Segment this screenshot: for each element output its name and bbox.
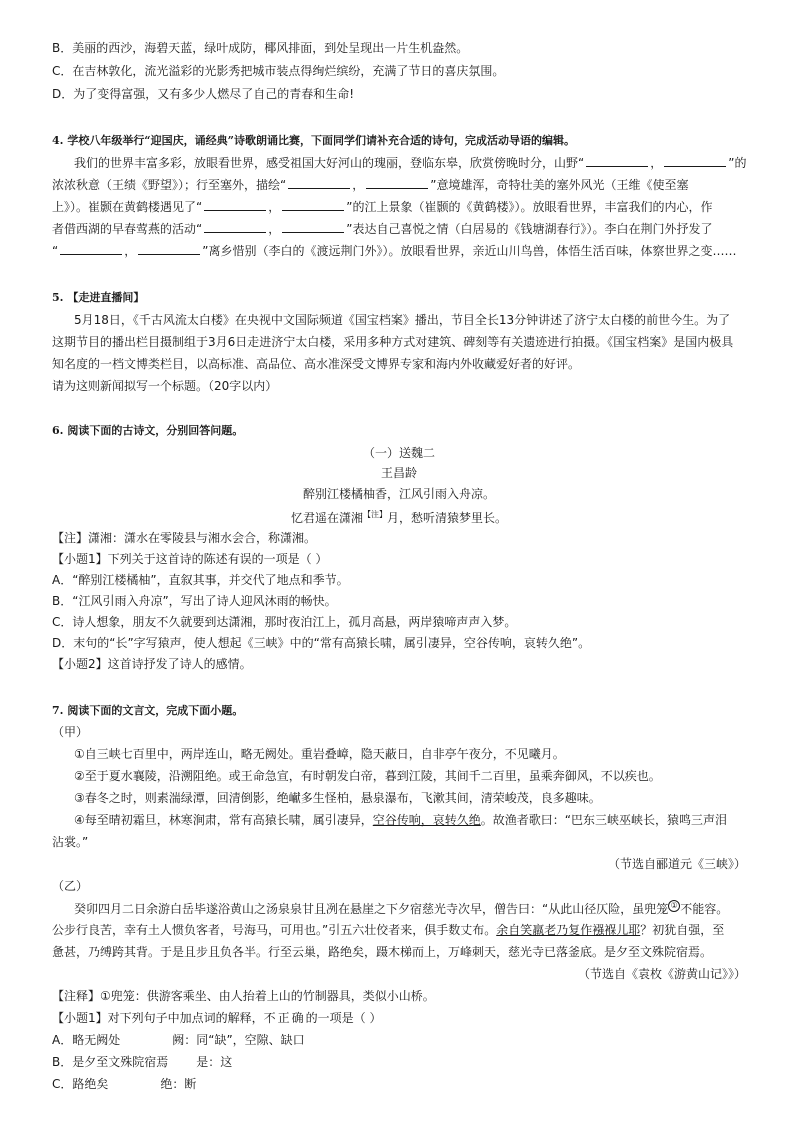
q4-line-2: 浓浓秋意（王绩《野望》）；行至塞外，描绘“ ， ”意境雄浑，奇特壮美的塞外风光（王维《使至塞 [52,178,689,192]
underlined-sentence: 余自笑羸老乃复作襁褓儿耶 [496,923,641,937]
emphasis-dotted: 不正确 [263,1011,306,1025]
note-marker: 【注】 [363,510,387,519]
poem-verse-2: 忆君遥在潇湘$^{【注】}$月，愁听清猿梦里长。 [290,510,508,525]
passage-a-para-3: ③春冬之时，则素湍绿潭，回清倒影，绝𪩘多生怪柏，悬泉瀑布，飞漱其间，清荣峻茂，良多趣味。 [74,791,601,805]
passage-b-source: （节选自《袁枚《游黄山记》》） [577,967,746,981]
q3-option-b: B．美丽的西沙，海碧天蓝，绿叶成防，椰风排面，到处呈现出一片生机盎然。 [52,41,469,55]
q6-option-c: C．诗人想象，朋友不久就要到达潇湘，那时夜泊江上，孤月高悬，两岸猿啼声声入梦。 [52,615,517,629]
q7-option-b: B．是夕至文殊院宿焉 是：这 [52,1055,233,1069]
answer-blank[interactable] [204,200,266,211]
answer-blank[interactable] [282,200,344,211]
passage-a-source: （节选自郦道元《三峡》） [607,857,746,871]
passage-b-line-3: 惫甚，乃缚跨其背。于是且步且负各半。行至云巢，路绝矣，蹑木梯而上，万峰刺天，慈光寺已落釜底。是夕至文殊院宿焉。 [52,945,713,959]
q7-option-a: A．略无阙处 阙：同“缺”，空隙、缺口 [52,1033,305,1047]
answer-blank[interactable] [664,156,726,167]
answer-blank[interactable] [288,178,350,189]
q7-heading: 7. 阅读下面的文言文，完成下面小题。 [52,704,244,717]
q5-heading: 5. 【走进直播间】 [52,291,145,304]
q5-question: 请为这则新闻拟写一个标题。（20字以内） [52,379,278,393]
poem-note: 【注】潇湘：潇水在零陵县与湘水会合，称潇湘。 [52,531,317,545]
q4-heading: 4. 学校八年级举行“迎国庆，诵经典”诗歌朗诵比赛，下面同学们请补充合适的诗句，完成活动导语的编辑。 [52,134,575,147]
q6-option-b: B．“江风引雨入舟凉”，写出了诗人迎风沐雨的畅快。 [52,594,337,608]
answer-blank[interactable] [366,178,428,189]
q7-option-c: C．路绝矣 绝：断 [52,1077,197,1091]
q3-option-d: D．为了变得富强，又有多少人燃尽了自己的青春和生命! [52,87,355,101]
passage-a-para-4: ④每至晴初霜旦，林寒涧肃，常有高猿长啸，属引凄异，空谷传响，哀转久绝。故渔者歌曰：“巴东三峡巫峡长，猿鸣三声泪 [74,813,727,827]
answer-blank[interactable] [204,222,266,233]
q3-option-c: C．在吉林敦化，流光溢彩的光影秀把城市装点得绚烂缤纷，充满了节日的喜庆氛围。 [52,64,505,78]
q6-option-d: D．末句的“长”字写猿声，使人想起《三峡》中的“常有高猿长啸，属引凄异，空谷传响，哀转久绝”。 [52,636,591,650]
poem-verse-1: 醉别江楼橘柚香，江风引雨入舟凉。 [302,487,495,501]
footnote-marker: ① [668,900,680,912]
q4-line-4: 者借西湖的早春莺燕的活动“ ， ”表达自己喜悦之情（白居易的《钱塘湖春行》）。李白在荆门外抒发了 [52,222,713,236]
q4-line-3: 上》）。崔颢在黄鹤楼遇见了“ ， ”的江上景象（崔颢的《黄鹤楼》）。放眼看世界，丰富我们的内心，作 [52,200,713,214]
passage-a-para-4-cont: 沾裳。” [52,835,89,849]
q6-heading: 6. 阅读下面的古诗文，分别回答问题。 [52,424,244,437]
poem-title: （一）送魏二 [362,446,435,460]
q4-line-1: 我们的世界丰富多彩，放眼看世界，感受祖国大好河山的瑰丽，登临东皋，欣赏傍晚时分，山野“ ， ”的 [74,156,746,170]
q6-sub2: 【小题2】这首诗抒发了诗人的感情。 [52,657,252,671]
passage-b-line-2: 公步行良苦，幸有土人惯负客者，号海马，可用也。”引五六壮佼者来，俱手数丈布。余自笑羸老乃复作襁褓儿耶？初犹自强，至 [52,923,725,937]
q5-text-line: 这期节目的播出栏目摄制组于3月6日走进济宁太白楼，采用多种方式对建筑、碑刻等有关遗迹进行拍摄。《国宝档案》是国内极具 [52,335,734,349]
q7-sub1: 【小题1】对下列句子中加点词的解释，不正确的一项是（ ） [52,1011,382,1025]
answer-blank[interactable] [60,244,122,255]
q5-text-line: 5月18日，《千古风流太白楼》在央视中文国际频道《国宝档案》播出，节目全长13分钟讲述了济宁太白楼的前世今生。为了 [74,313,731,327]
q6-option-a: A．“醉别江楼橘柚”，直叙其事，并交代了地点和季节。 [52,573,349,587]
q5-text-line: 知名度的一档文博类栏目，以高标准、高品位、高水准深受文博界专家和海内外收藏爱好者的好评。 [52,357,581,371]
answer-blank[interactable] [138,244,200,255]
passage-a-para-1: ①自三峡七百里中，两岸连山，略无阙处。重岩叠嶂，隐天蔽日，自非亭午夜分，不见曦月。 [74,747,565,761]
q6-sub1: 【小题1】下列关于这首诗的陈述有误的一项是（ ） [52,552,328,566]
answer-blank[interactable] [282,222,344,233]
passage-a-label: （甲） [52,725,89,739]
passage-b-label: （乙） [52,879,89,893]
poem-author: 王昌龄 [380,466,417,480]
passage-b-line-1: 癸卯四月二日余游白岳毕遂浴黄山之汤泉泉甘且冽在悬崖之下夕宿慈光寺次早，僧告曰：“从此山径仄险，虽兜笼 ① 不能容。 [74,901,729,916]
underlined-sentence: 空谷传响，哀转久绝 [372,813,481,827]
passage-b-annotation: 【注释】①兜笼：供游客乘坐、由人抬着上山的竹制器具，类似小山桥。 [52,989,435,1003]
passage-a-para-2: ②至于夏水襄陵，沿溯阻绝。或王命急宣，有时朝发白帝，暮到江陵，其间千二百里，虽乘奔御风，不以疾也。 [74,769,661,783]
q4-line-5: “ ， ”离乡惜别（李白的《渡远荆门外》）。放眼看世界，亲近山川鸟兽，体悟生活百味，体察世界之变…… [52,244,737,258]
answer-blank[interactable] [586,156,648,167]
